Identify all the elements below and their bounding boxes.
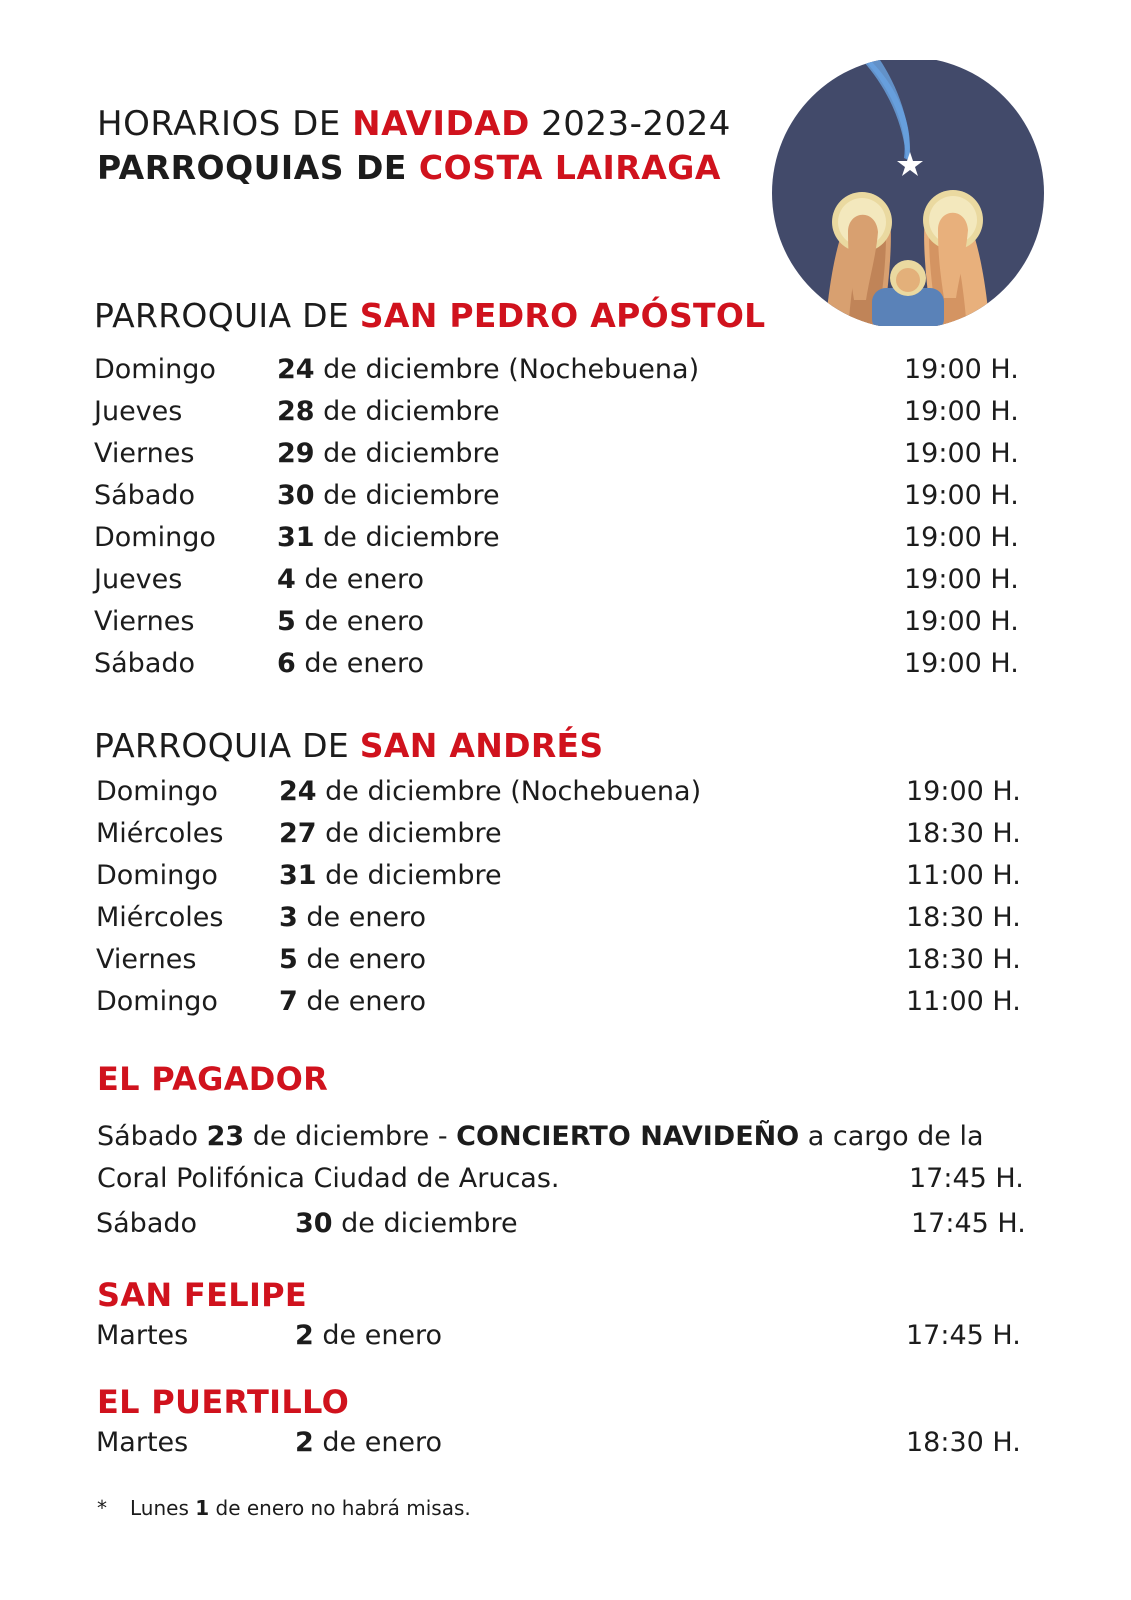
footnote-star: * (97, 1496, 107, 1520)
schedule-date-text: de diciembre (316, 860, 502, 891)
schedule-date-number: 30 (277, 480, 315, 511)
schedule-date (277, 354, 699, 385)
schedule-date-text: de diciembre (Nochebuena) (316, 776, 702, 807)
schedule-row (96, 902, 1046, 944)
schedule-day: Miércoles (96, 818, 224, 849)
schedule-date (277, 564, 424, 595)
schedule-row (94, 606, 1044, 648)
section-title-el-puertillo: EL PUERTILLO (97, 1383, 350, 1421)
schedule-date-text: de diciembre (332, 1208, 518, 1239)
schedule-date-text: de enero (295, 564, 425, 595)
schedule-date-text: de enero (297, 902, 427, 933)
schedule-day: Sábado (94, 648, 196, 679)
schedule-row (94, 354, 1044, 396)
schedule-row (94, 438, 1044, 480)
schedule-time: 11:00 H. (906, 986, 1021, 1017)
concert-num: 23 (206, 1121, 245, 1152)
concert-day: Sábado (97, 1121, 207, 1152)
schedule-date-text: de diciembre (Nochebuena) (314, 354, 700, 385)
subtitle-highlight: COSTA LAIRAGA (418, 148, 721, 187)
schedule-day: Domingo (94, 522, 216, 553)
schedule-day: Martes (96, 1320, 189, 1351)
schedule-date-number: 29 (277, 438, 315, 469)
schedule-date-text: de diciembre (314, 438, 500, 469)
section-prefix: PARROQUIA DE (94, 296, 360, 335)
schedule-date (295, 1320, 442, 1351)
schedule-time: 18:30 H. (906, 944, 1021, 975)
schedule-date-number: 6 (277, 648, 296, 679)
nativity-star-icon (770, 60, 1046, 326)
schedule-time: 19:00 H. (904, 522, 1019, 553)
schedule-time: 19:00 H. (904, 648, 1019, 679)
schedule-date-number: 7 (279, 986, 298, 1017)
schedule-day: Viernes (96, 944, 197, 975)
section-title-el-pagador: EL PAGADOR (97, 1060, 329, 1098)
schedule-date-text: de diciembre (314, 396, 500, 427)
schedule-day: Sábado (96, 1208, 198, 1239)
schedule-time: 19:00 H. (906, 776, 1021, 807)
schedule-date-text: de enero (297, 986, 427, 1017)
schedule-date-text: de enero (295, 648, 425, 679)
schedule-date-number: 2 (295, 1427, 314, 1458)
schedule-row (96, 776, 1046, 818)
schedule-time: 18:30 H. (906, 818, 1021, 849)
schedule-date-number: 5 (279, 944, 298, 975)
section-highlight: SAN ANDRÉS (359, 726, 604, 765)
concert-time: 17:45 H. (909, 1163, 1024, 1194)
schedule-day: Domingo (96, 776, 218, 807)
concert-line-2 (97, 1163, 1047, 1205)
schedule-day: Martes (96, 1427, 189, 1458)
schedule-time: 19:00 H. (904, 480, 1019, 511)
section-title-san-felipe: SAN FELIPE (97, 1276, 308, 1314)
schedule-date-number: 24 (279, 776, 317, 807)
schedule-date-number: 28 (277, 396, 315, 427)
schedule-row (94, 480, 1044, 522)
schedule-day: Domingo (96, 860, 218, 891)
concert-choir: Coral Polifónica Ciudad de Arucas. (97, 1163, 560, 1194)
schedule-row (96, 818, 1046, 860)
schedule-day: Domingo (96, 986, 218, 1017)
title-line-1 (97, 104, 731, 144)
schedule-date-text: de enero (313, 1320, 443, 1351)
schedule-date (277, 606, 424, 637)
schedule-date (295, 1427, 442, 1458)
title-line-2 (97, 148, 721, 187)
schedule-row (96, 944, 1046, 986)
schedule-time: 19:00 H. (904, 354, 1019, 385)
schedule-date (279, 860, 502, 891)
title-highlight: NAVIDAD (352, 104, 530, 144)
schedule-date (279, 902, 426, 933)
schedule-date-text: de enero (313, 1427, 443, 1458)
schedule-day: Miércoles (96, 902, 224, 933)
section-highlight: SAN PEDRO APÓSTOL (359, 296, 766, 335)
schedule-day: Viernes (94, 438, 195, 469)
schedule-date-text: de diciembre (314, 480, 500, 511)
schedule-date-text: de diciembre (314, 522, 500, 553)
schedule-time: 18:30 H. (906, 902, 1021, 933)
schedule-date-number: 31 (279, 860, 317, 891)
schedule-day: Jueves (94, 564, 183, 595)
schedule-row (96, 1427, 1046, 1469)
schedule-date-number: 27 (279, 818, 317, 849)
footnote-prefix: Lunes (130, 1496, 196, 1520)
schedule-date-number: 4 (277, 564, 296, 595)
schedule-date (277, 396, 500, 427)
concert-mid: de diciembre - (244, 1121, 457, 1152)
schedule-time: 17:45 H. (911, 1208, 1026, 1239)
schedule-date-text: de diciembre (316, 818, 502, 849)
schedule-date (279, 776, 701, 807)
section-title-san-andres (94, 726, 603, 765)
schedule-date (277, 522, 500, 553)
schedule-time: 17:45 H. (906, 1320, 1021, 1351)
schedule-date (295, 1208, 518, 1239)
schedule-date-text: de enero (295, 606, 425, 637)
schedule-date-number: 3 (279, 902, 298, 933)
concert-line-1 (97, 1121, 984, 1152)
schedule-date (279, 818, 502, 849)
footnote-text (130, 1496, 471, 1520)
schedule-date-number: 2 (295, 1320, 314, 1351)
footnote-suffix: de enero no habrá misas. (209, 1496, 471, 1520)
title-suffix: 2023-2024 (529, 104, 731, 144)
schedule-date (277, 480, 500, 511)
schedule-day: Sábado (94, 480, 196, 511)
schedule-time: 11:00 H. (906, 860, 1021, 891)
schedule-date (279, 944, 426, 975)
schedule-day: Domingo (94, 354, 216, 385)
schedule-row (96, 1208, 1051, 1250)
schedule-row (96, 1320, 1046, 1362)
schedule-row (94, 564, 1044, 606)
schedule-day: Viernes (94, 606, 195, 637)
schedule-time: 19:00 H. (904, 606, 1019, 637)
schedule-date-number: 5 (277, 606, 296, 637)
schedule-row (96, 986, 1046, 1028)
schedule-row (94, 522, 1044, 564)
section-prefix: PARROQUIA DE (94, 726, 360, 765)
schedule-row (96, 860, 1046, 902)
schedule-date-number: 24 (277, 354, 315, 385)
schedule-date-text: de enero (297, 944, 427, 975)
schedule-time: 18:30 H. (906, 1427, 1021, 1458)
concert-end: a cargo de la (799, 1121, 984, 1152)
subtitle-prefix: PARROQUIAS DE (97, 148, 419, 187)
schedule-date (277, 648, 424, 679)
footnote-num: 1 (195, 1496, 210, 1520)
schedule-date-number: 31 (277, 522, 315, 553)
schedule-day: Jueves (94, 396, 183, 427)
section-title-san-pedro (94, 296, 766, 335)
footnote (97, 1496, 597, 1526)
schedule-time: 19:00 H. (904, 564, 1019, 595)
schedule-date (279, 986, 426, 1017)
schedule-row (94, 396, 1044, 438)
schedule-date-number: 30 (295, 1208, 333, 1239)
concert-title: CONCIERTO NAVIDEÑO (456, 1121, 800, 1152)
title-prefix: HORARIOS DE (97, 104, 353, 144)
schedule-time: 19:00 H. (904, 438, 1019, 469)
schedule-date (277, 438, 500, 469)
schedule-row (94, 648, 1044, 690)
schedule-time: 19:00 H. (904, 396, 1019, 427)
